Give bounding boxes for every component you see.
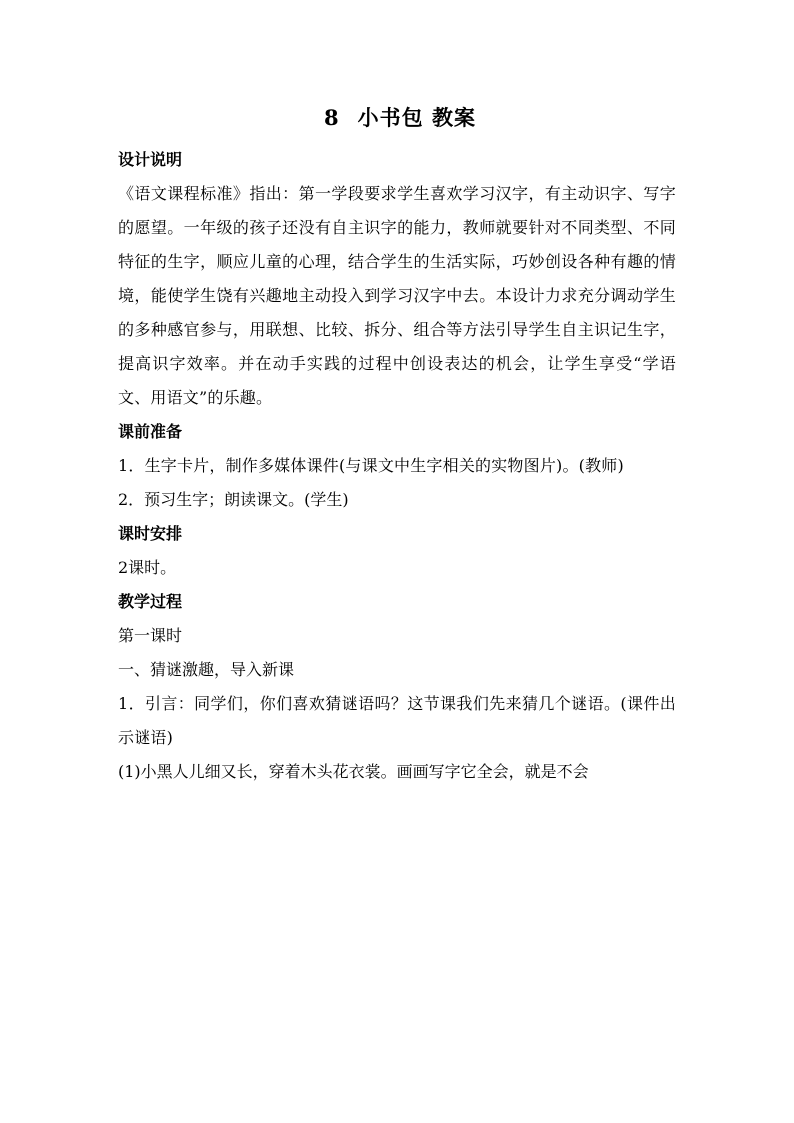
title-text: 小书包 教案: [357, 105, 476, 130]
step-1-text: 1．引言：同学们，你们喜欢猜谜语吗？这节课我们先来猜几个谜语。(课件出示谜语): [118, 694, 676, 747]
heading-design: 设计说明: [118, 150, 183, 169]
part-1-heading: 一、猜谜激趣，导入新课: [118, 660, 295, 679]
heading-process: 教学过程: [118, 592, 183, 611]
lesson-number: 8: [324, 105, 340, 130]
design-paragraph: 《语文课程标准》指出：第一学段要求学生喜欢学习汉字，有主动识字、写字的愿望。一年级的孩子还没有自主识字的能力，教师就要针对不同类型、不同特征的生字，顺应儿童的心理，结合学生的生活实际，巧妙创设各种有趣的情境，能使学生饶有兴趣地主动投入到学习汉字中去。本设计力求充分调动学生的多种感官参与，用联想、比较、拆分、组合等方法引导学生自主识记生字，提高识字效率。并在动手实践的过程中创设表达的机会，让学生享受“学语文、用语文”的乐趣。: [118, 184, 676, 407]
lesson-label: 第一课时: [118, 626, 183, 645]
page-title: [118, 103, 676, 133]
prep-item-2: 2．预习生字；朗读课文。(学生): [118, 490, 349, 509]
prep-item-1: 1．生字卡片，制作多媒体课件(与课文中生字相关的实物图片)。(教师): [118, 456, 624, 475]
heading-schedule: 课时安排: [118, 524, 183, 543]
heading-prep: 课前准备: [118, 422, 183, 441]
schedule-text: 2课时。: [118, 558, 177, 577]
riddle-1-text: (1)小黑人儿细又长，穿着木头花衣裳。画画写字它全会，就是不会: [118, 762, 589, 781]
